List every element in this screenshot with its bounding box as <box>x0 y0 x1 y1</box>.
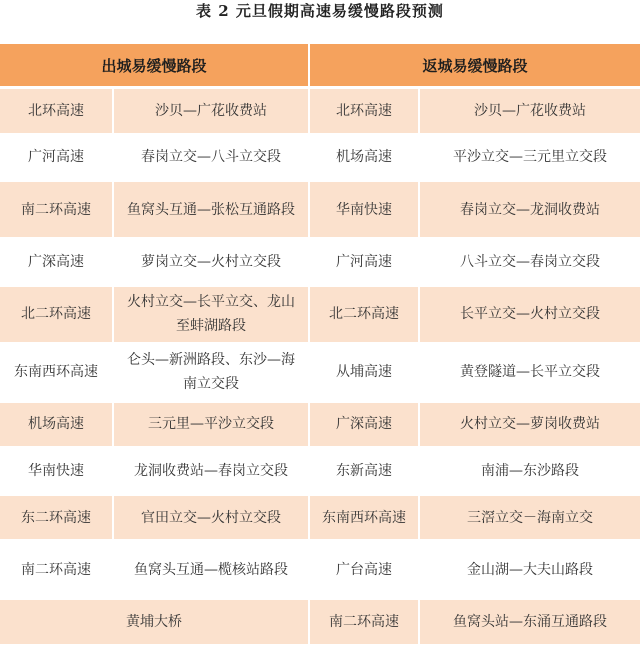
out-road: 机场高速 <box>0 400 114 447</box>
congestion-table <box>0 44 640 644</box>
ret-section: 八斗立交—春岗立交段 <box>420 237 640 284</box>
ret-road: 北二环高速 <box>310 284 420 342</box>
table-row <box>0 342 640 400</box>
ret-section: 火村立交—萝岗收费站 <box>420 400 640 447</box>
ret-road: 华南快速 <box>310 179 420 237</box>
out-section: 沙贝—广花收费站 <box>114 86 310 133</box>
out-section: 龙洞收费站—春岗立交段 <box>114 446 310 493</box>
out-section: 三元里—平沙立交段 <box>114 400 310 447</box>
out-road: 北环高速 <box>0 86 114 133</box>
out-road: 东南西环高速 <box>0 342 114 400</box>
out-section: 火村立交—长平立交、龙山至蚌湖路段 <box>114 284 310 342</box>
out-road: 东二环高速 <box>0 493 114 540</box>
ret-road: 东新高速 <box>310 446 420 493</box>
out-section: 春岗立交—八斗立交段 <box>114 133 310 180</box>
table-row <box>0 539 640 597</box>
out-road: 广深高速 <box>0 237 114 284</box>
table-row <box>0 133 640 180</box>
out-road-merged: 黄埔大桥 <box>0 597 310 644</box>
ret-road: 北环高速 <box>310 86 420 133</box>
table-row <box>0 446 640 493</box>
table-row <box>0 237 640 284</box>
table-row <box>0 86 640 133</box>
table-row <box>0 493 640 540</box>
table-row <box>0 179 640 237</box>
out-road: 北二环高速 <box>0 284 114 342</box>
ret-section: 南浦—东沙路段 <box>420 446 640 493</box>
out-road: 广河高速 <box>0 133 114 180</box>
ret-section: 平沙立交—三元里立交段 <box>420 133 640 180</box>
out-section: 官田立交—火村立交段 <box>114 493 310 540</box>
header-return: 返城易缓慢路段 <box>310 44 640 86</box>
ret-road: 从埔高速 <box>310 342 420 400</box>
ret-section: 金山湖—大夫山路段 <box>420 539 640 597</box>
out-road: 南二环高速 <box>0 179 114 237</box>
ret-section: 三滘立交－海南立交 <box>420 493 640 540</box>
ret-road: 广深高速 <box>310 400 420 447</box>
out-road: 华南快速 <box>0 446 114 493</box>
ret-section: 鱼窝头站—东涌互通路段 <box>420 597 640 644</box>
ret-section: 黄登隧道—长平立交段 <box>420 342 640 400</box>
out-road: 南二环高速 <box>0 539 114 597</box>
table-row <box>0 400 640 447</box>
out-section: 鱼窝头互通—榄核站路段 <box>114 539 310 597</box>
ret-section: 沙贝—广花收费站 <box>420 86 640 133</box>
out-section: 仑头—新洲路段、东沙—海南立交段 <box>114 342 310 400</box>
out-section: 萝岗立交—火村立交段 <box>114 237 310 284</box>
ret-road: 南二环高速 <box>310 597 420 644</box>
table-row <box>0 597 640 644</box>
ret-road: 东南西环高速 <box>310 493 420 540</box>
table-title: 表 2 元旦假期高速易缓慢路段预测 <box>196 2 444 20</box>
ret-road: 广河高速 <box>310 237 420 284</box>
out-section: 鱼窝头互通—张松互通路段 <box>114 179 310 237</box>
header-outbound: 出城易缓慢路段 <box>0 44 310 86</box>
ret-section: 春岗立交—龙洞收费站 <box>420 179 640 237</box>
ret-road: 机场高速 <box>310 133 420 180</box>
header-row <box>0 44 640 86</box>
ret-road: 广台高速 <box>310 539 420 597</box>
ret-section: 长平立交—火村立交段 <box>420 284 640 342</box>
table-row <box>0 284 640 342</box>
